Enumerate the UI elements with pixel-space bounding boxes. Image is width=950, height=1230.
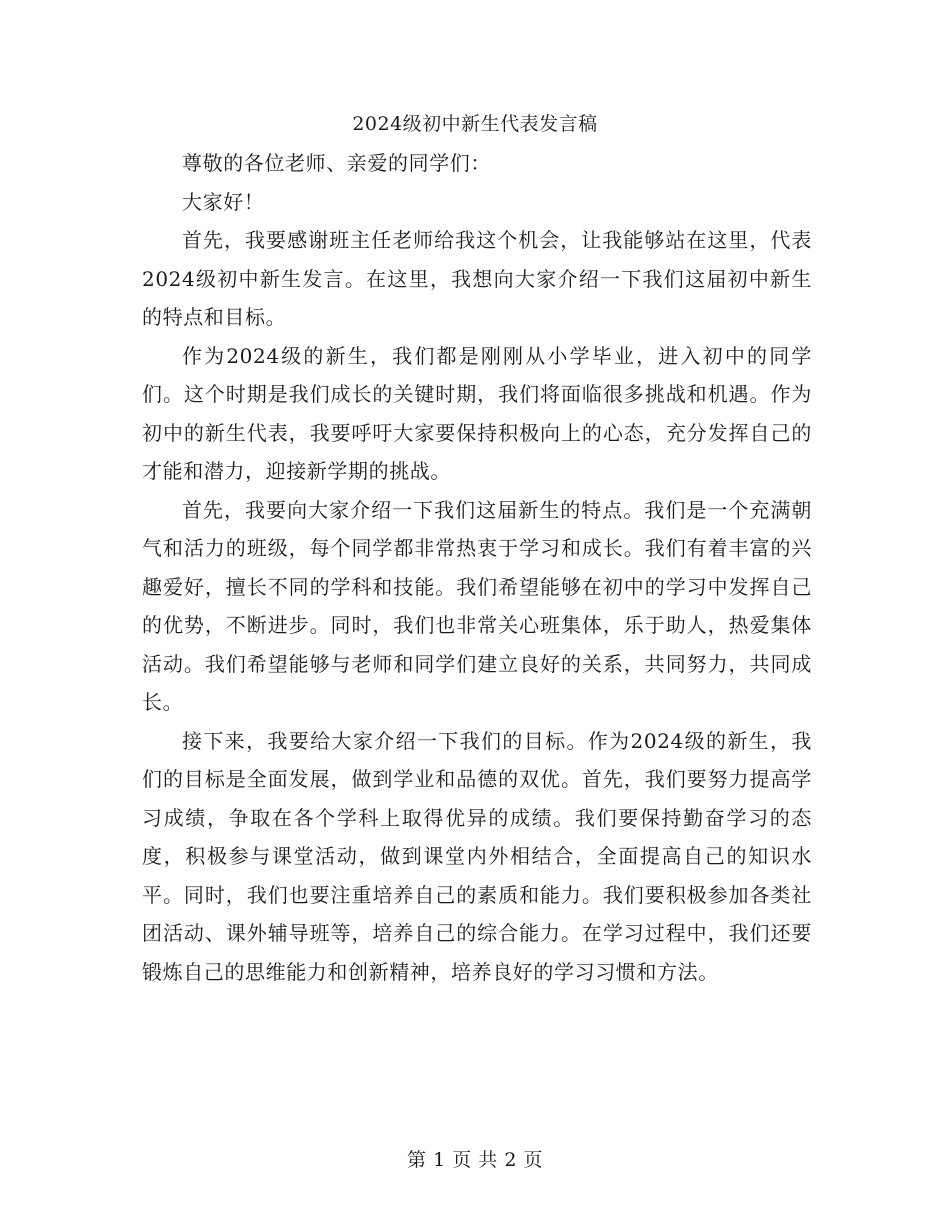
paragraph-goals: 接下来，我要给大家介绍一下我们的目标。作为2024级的新生，我们的目标是全面发展，做到学业和品德的双优。首先，我们要努力提高学习成绩，争取在各个学科上取得优异的成绩。我们要保持勤奋学习的态度，积极参与课堂活动，做到课堂内外相结合，全面提高自己的知识水平。同时，我们也要注重培养自己的素质和能力。我们要积极参加各类社团活动、课外辅导班等，培养自己的综合能力。在学习过程中，我们还要锻炼自己的思维能力和创新精神，培养良好的学习习惯和方法。	[142, 728, 812, 984]
paragraph-characteristics: 首先，我要向大家介绍一下我们这届新生的特点。我们是一个充满朝气和活力的班级，每个同学都非常热衷于学习和成长。我们有着丰富的兴趣爱好，擅长不同的学科和技能。我们希望能够在初中的学习中发挥自己的优势，不断进步。同时，我们也非常关心班集体，乐于助人，热爱集体活动。我们希望能够与老师和同学们建立良好的关系，共同努力，共同成长。	[142, 497, 812, 714]
paragraph-intro: 首先，我要感谢班主任老师给我这个机会，让我能够站在这里，代表2024级初中新生发言。在这里，我想向大家介绍一下我们这届初中新生的特点和目标。	[142, 228, 812, 329]
page-label-suffix: 页	[523, 1149, 543, 1171]
page-label-mid: 页 共	[452, 1149, 498, 1171]
page-footer	[0, 1145, 950, 1175]
document-body	[142, 144, 812, 991]
paragraph-new-students: 作为2024级的新生，我们都是刚刚从小学毕业，进入初中的同学们。这个时期是我们成长的关键时期，我们将面临很多挑战和机遇。作为初中的新生代表，我要呼吁大家要保持积极向上的心态，充分发挥自己的才能和潜力，迎接新学期的挑战。	[142, 343, 812, 483]
current-page-number: 1	[433, 1149, 446, 1171]
total-page-count: 2	[504, 1149, 517, 1171]
document-title: 2024级初中新生代表发言稿	[352, 113, 598, 135]
greeting-salutation: 尊敬的各位老师、亲爱的同学们：	[182, 151, 491, 175]
greeting-hello: 大家好！	[182, 189, 265, 214]
page-label-prefix: 第	[407, 1149, 427, 1171]
